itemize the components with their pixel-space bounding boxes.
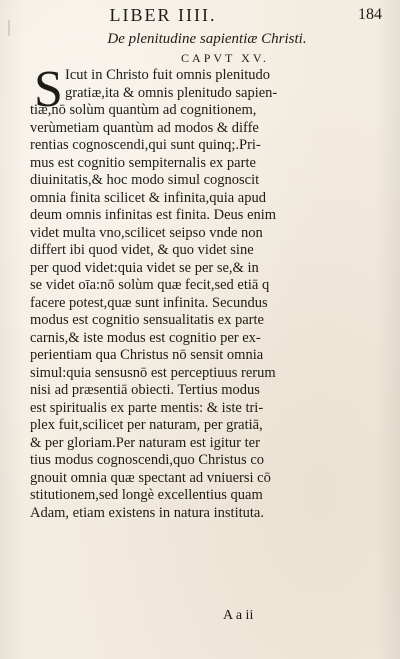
text-line: plex fuit,scilicet per naturam, per gratiā, xyxy=(30,417,263,433)
text-line: deum omnis infinitas est finita. Deus enim xyxy=(30,207,277,223)
text-line: & per gloriam.Per naturam est igitur ter xyxy=(30,434,260,451)
text-line: se videt oīa:nō solùm quæ fecit,sed etiā q xyxy=(30,277,270,293)
page-number: 184 xyxy=(358,6,382,23)
chapter-number: CAPVT XV. xyxy=(181,51,269,65)
text-line: omnia finita scilicet & infinita,quia apud xyxy=(30,189,266,206)
text-line: tiæ,nō solùm quantùm ad cognitionem, xyxy=(30,102,257,118)
text-line: rentias cognoscendi,qui sunt quinq;.Pri- xyxy=(30,137,261,153)
text-line: carnis,& iste modus est cognitio per ex- xyxy=(30,329,261,346)
text-line: differt ibi quod videt, & quo videt sine xyxy=(30,242,254,258)
signature-mark: A a ii xyxy=(223,608,254,623)
text-line: per quod videt:quia videt se per se,& in xyxy=(30,259,259,276)
text-line: mus est cognitio sempiternalis ex parte xyxy=(30,154,256,171)
running-head xyxy=(0,3,400,27)
text-line: videt multa vno,scilicet seipso vnde non xyxy=(30,224,263,241)
drop-cap: S xyxy=(34,61,63,118)
text-line: Adam, etiam existens in natura instituta. xyxy=(30,504,264,521)
text-line: stitutionem,sed longè excellentius quam xyxy=(30,487,263,503)
text-line: modus est cognitio sensualitatis ex parte xyxy=(30,312,264,328)
text-line: diuinitatis,& hoc modo simul cognoscit xyxy=(30,172,260,188)
chapter-heading: De plenitudine sapientiæ Christi. xyxy=(107,31,307,47)
text-line: tius modus cognoscendi,quo Christus co xyxy=(30,452,265,468)
text-line: nisi ad præsentiā obiecti. Tertius modus xyxy=(30,382,260,398)
text-line: facere potest,quæ sunt infinita. Secundus xyxy=(30,294,268,311)
text-line: simul:quia sensusnō est perceptiuus rerum xyxy=(30,364,276,381)
text-line: Icut in Christo fuit omnis plenitudo xyxy=(65,67,271,83)
text-line: perientiam qua Christus nō sensit omnia xyxy=(30,347,264,363)
text-line: verùmetiam quantùm ad modos & diffe xyxy=(30,119,259,136)
text-line: gratiæ,ita & omnis plenitudo sapien- xyxy=(65,84,278,101)
text-line: est spiritualis ex parte mentis: & iste tri- xyxy=(30,399,264,416)
running-head-title: LIBER IIII. xyxy=(109,5,217,25)
text-line: gnouit omnia quæ spectant ad vniuersi cō xyxy=(30,469,271,486)
